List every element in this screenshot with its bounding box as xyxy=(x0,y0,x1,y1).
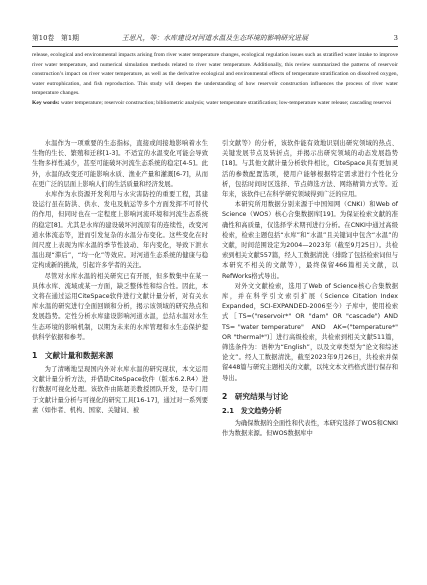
keywords-text: water temperature; reservoir construction; bibliometric analysis; water temperature stratification; low-temperature water release; cascading reservoi xyxy=(60,99,392,106)
volume-issue: 第10卷 第1期 xyxy=(32,34,79,42)
paragraph: 为确保数据的全面性和代表性，本研究选择了WOS和CNKI作为数据来源。但WOS数据库中 xyxy=(222,419,398,438)
running-header xyxy=(32,32,398,44)
page-number: 3 xyxy=(393,34,398,42)
paragraph: 为了清晰地呈现国内外对水库水温的研究现状，本文运用文献计量分析方法，并借助CiteSpace软件（版本6.2.R4）进行数据可视化处理。该软件由陈超美教授团队开发，是专门用于文献计量分析与可视化的研究工具[16-17]，通过对一系列要素（如作者、机构、国家、关键词、被 xyxy=(32,366,208,414)
left-column xyxy=(32,139,208,416)
right-column xyxy=(222,139,398,439)
english-abstract xyxy=(32,51,398,109)
section-heading: 2 研究结果与讨论 xyxy=(222,391,289,401)
keywords-line xyxy=(32,99,398,109)
paragraph: 水温作为一项重要的生态指标，直接或间接地影响着水生生物的生长、繁殖和迁移[1-3]。不适宜的水温变化可能会导致生物多样性减少，甚至可能破坏河流生态系统的稳定[4-5]。此外，水温的改变还可能影响水质、渔业产量和灌溉[6-7]，从而在更广泛的层面上影响人们的生活质量和经济发展。 xyxy=(32,140,208,188)
running-title: 王思凡，等：水库建设对河道水温及生态环境的影响研究进展 xyxy=(121,34,309,42)
keywords-label: Key words: xyxy=(32,99,60,106)
paragraph: 水库作为水资源开发利用与水灾害防控的重要工程，其建设运行虽在防洪、供水、发电及航运等多个方面发挥不可替代的作用，但同时也在一定程度上影响河流环境和河流生态系统的稳定[8]。尤其是水库的建设破坏河流原有的连续性，改变河道水体流态等，进而引发复杂的水温分布变化。这些变化在时间尺度上表现为库水温的季节性波动、年内变化，导致下泄水温出现“滞后”，“均一化”等效应。对河道生态系统的健康与稳定构成新的挑战，引起许多学者的关注。 xyxy=(32,191,208,270)
paragraph: 对外文文献检索，选用了Web of Science核心合集数据库，并在科学引文索引扩展（Science Citation Index Expanded，SCI-EXPANDED-2006至今）子库中，使用检索式［TS=("reservoir*" OR "dam" OR "cascade") AND TS= "water temperature" AND AK=("temperature*" OR "thermal*")］进行高级检索，共检索到相关文献511篇，筛选条件为：语种为“English”，以及文章类型为“论文和综述论文”。经人工数据清洗，截至2023年9月26日，共检索并保留448篇与研究主题相关的文献，以纯文本文档格式进行保存和导出。 xyxy=(222,282,398,382)
paragraph: 引文献等）的分析，该软件能有效地识别出研究领域的热点、关键发展节点及转折点，并揭示出研究领域的动态发展趋势[18]。与其他文献计量分析软件相比，CiteSpace具有更加灵活的参数配置选项，使用户能够根据特定需求进行个性化分析，包括时间时区选择、节点筛选方法、网络精简方式等。近年来，该软件已在科学研究领域得到广泛的应用。 xyxy=(222,140,398,199)
abstract-text: release, ecological and environmental impacts arising from river water temperature changes, ecological regulation issues such as stratified water intake to improve river water temperature, and numerical simulation methods related to river water temperature. Additionally, this review summarized the patterns of reservoir construction’s impact on river water temperature, as well as the derivative ecological and environmental effects of temperature stratification on dissolved oxygen, water eutrophication, and fish reproduction. This study will deepen the understanding of how reservoir construction influences the process of river water temperature changes. xyxy=(32,52,398,97)
section-heading: 1 文献计量和数据来源 xyxy=(32,351,114,361)
subsection-heading: 2.1 发文趋势分析 xyxy=(222,406,282,415)
header-rule xyxy=(32,46,398,47)
paragraph: 本研究所用数据分别来源于中国知网（CNKI）和Web of Science（WOS）核心合集数据库[19]。为保证检索文献的准确性和高质量，仅选择学术期刊进行分析。在CNKI中通过高级检索，检索主题包括“水库”和“水温”且关键词中包含“水温”的文献，时间范围设定为2004—2023年（截至9月25日）。共检索到相关文献557篇，经人工数据清洗（排除了包括检索词但与本研究不相关的文献等），最终保留466篇相关文献，以RefWorks格式导出。 xyxy=(222,201,398,280)
paragraph: 尽管对水库水温的相关研究已有开展，但多数集中在某一具体水库、流域或某一方面，缺乏整体性和综合性。因此，本文将在通过运用CiteSpace软件进行文献计量分析，对有关水库水温的研究进行全面回顾和分析，揭示该领域的研究热点和发展趋势。定性分析水库建设影响河道水温，总结水温对水生生态环境的影响机制，以期为未来的水库管理和水生态保护提供科学依据和参考。 xyxy=(32,272,208,341)
